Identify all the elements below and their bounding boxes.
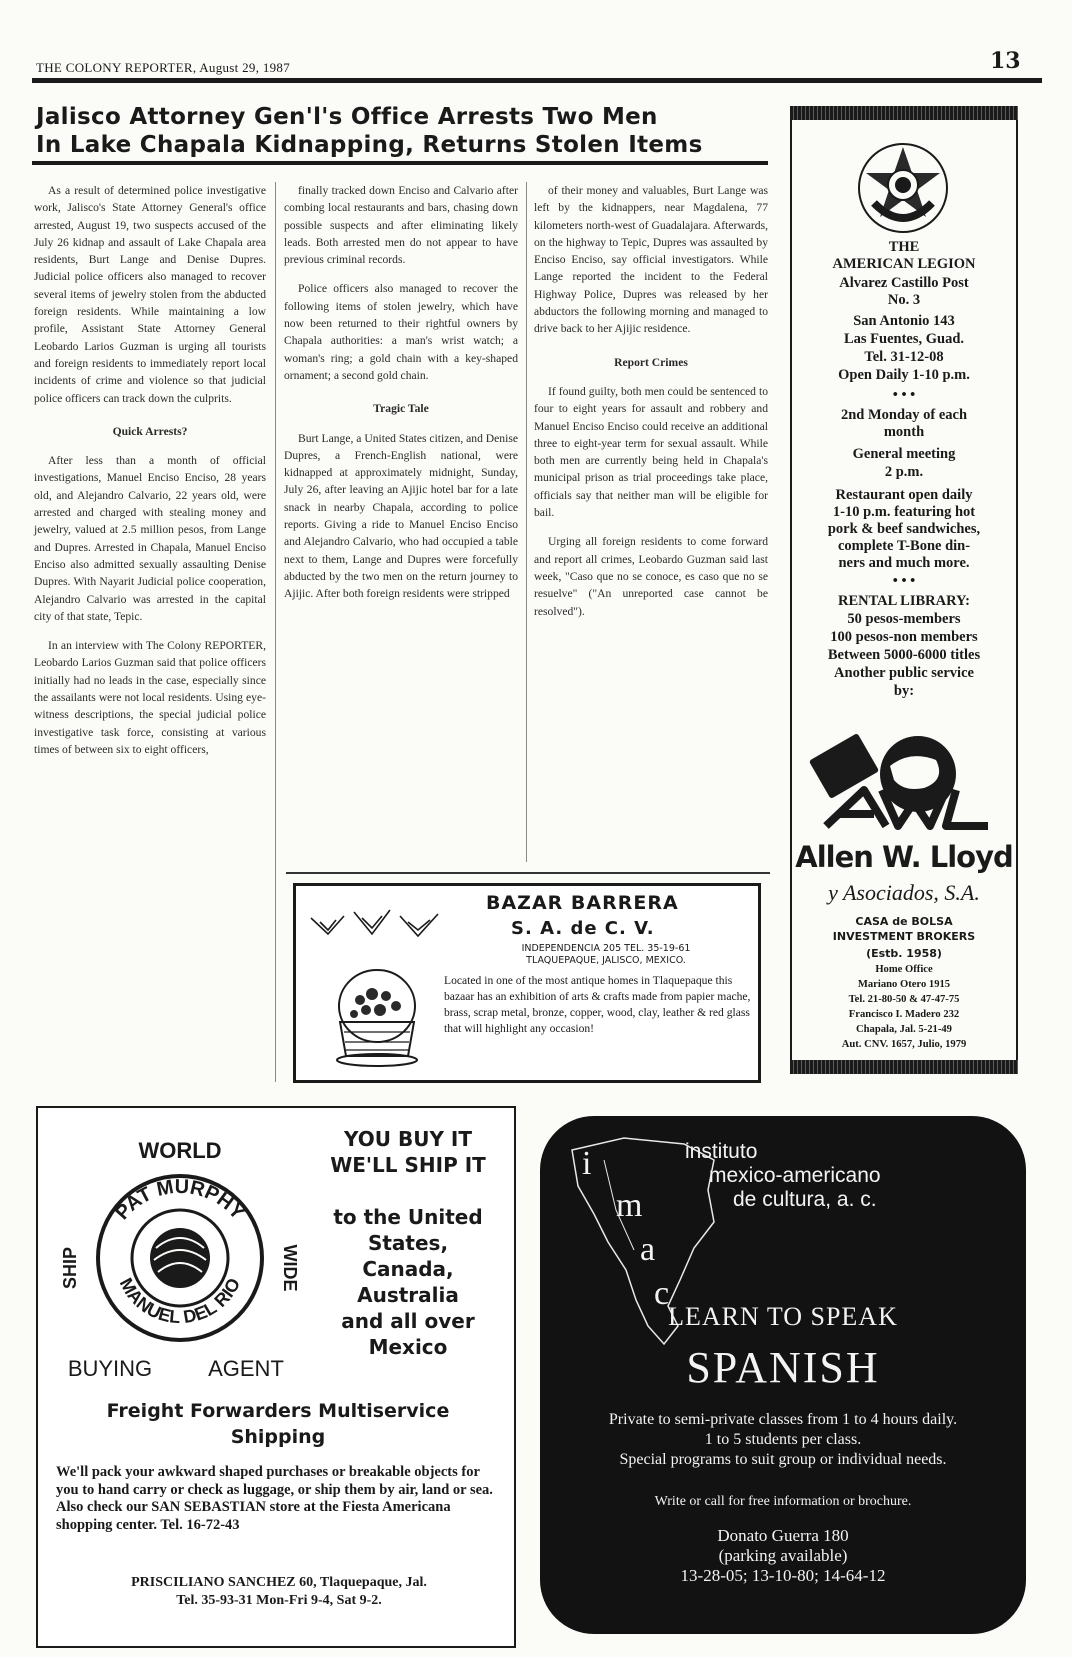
seal-buying: BUYING bbox=[67, 1356, 153, 1381]
seal-name-top: PAT MURPHY bbox=[111, 1175, 249, 1225]
awl-address: Mariano Otero 1915 bbox=[857, 979, 951, 990]
masthead-rule bbox=[32, 78, 1042, 83]
awl-address: Francisco I. Madero 232 bbox=[848, 1009, 960, 1020]
legion-line: 50 pesos-members bbox=[847, 611, 961, 627]
legion-line: pork & beef sandwiches, bbox=[827, 521, 981, 537]
article-paragraph: finally tracked down Enciso and Calvario after combing local restaurants and bars, chasing down possible suspects and after eliminating likely leads. Both arrested men do not appear to have previous criminal records. bbox=[284, 184, 518, 267]
legion-line: Restaurant open daily bbox=[835, 487, 973, 503]
headline-line-1: Jalisco Attorney Gen'l's Office Arrests Two Men bbox=[36, 104, 658, 130]
destination-line: Canada, bbox=[362, 1257, 454, 1281]
imac-name-line: mexico-americano bbox=[709, 1164, 881, 1187]
bazar-name: BAZAR BARRERA bbox=[486, 892, 679, 914]
imac-address-line: Donato Guerra 180 bbox=[717, 1526, 849, 1545]
awl-associates: y Asociados, S.A. bbox=[828, 880, 980, 905]
legion-line: THE bbox=[888, 239, 920, 255]
legion-line: 1-10 p.m. featuring hot bbox=[832, 504, 976, 520]
bazar-address bbox=[466, 943, 746, 967]
masthead-publication: THE COLONY REPORTER, August 29, 1987 bbox=[36, 60, 291, 75]
legion-line: Alvarez Castillo Post bbox=[839, 275, 969, 291]
bazar-company: S. A. de C. V. bbox=[511, 918, 655, 939]
imac-name-line: de cultura, a. c. bbox=[733, 1188, 877, 1211]
awl-company-name: Allen W. Lloyd bbox=[795, 840, 1013, 874]
article-paragraph: After less than a month of official investigations, Manuel Enciso Enciso, 28 years old, and Alejandro Calvario, 22 years old, were arrested and charged with stealing money and jewelry, valued at 2.5 million pesos, from Lange and Dupres. Arrested in Chapala, Manuel Enciso Enciso also admitted sexually assaulting Denise Dupres. With Nayarit Judicial police cooperation, Alejandro Calvario was arrested in the capital city of that state, Tepic. bbox=[34, 454, 266, 623]
imac-class-line: Private to semi-private classes from 1 to 4 hours daily. bbox=[608, 1411, 958, 1428]
legion-line: 2 p.m. bbox=[884, 464, 924, 480]
awl-casa: CASA de BOLSA bbox=[855, 915, 953, 928]
headline-rule bbox=[32, 161, 768, 165]
imac-parking: (parking available) bbox=[718, 1546, 848, 1565]
awl-authorization: Aut. CNV. 1657, Julio, 1979 bbox=[841, 1039, 967, 1050]
article-paragraph: Urging all foreign residents to come forward and report all crimes, Leobardo Guzman said last week, "Caso que no se conoce, es caso que no se resuelve" ("An unreported case cannot be resolved"). bbox=[534, 535, 768, 618]
pat-address bbox=[56, 1574, 502, 1610]
article-headline bbox=[36, 103, 766, 159]
legion-hours: Open Daily 1-10 p.m. bbox=[838, 367, 970, 383]
awl-phone: Tel. 21-80-50 & 47-47-75 bbox=[848, 994, 960, 1005]
legion-line: complete T-Bone din- bbox=[837, 538, 971, 554]
awl-brokers: INVESTMENT BROKERS bbox=[832, 930, 976, 943]
page-number: 13 bbox=[990, 48, 1021, 74]
freight-line: Shipping bbox=[230, 1426, 326, 1448]
imac-phones: 13-28-05; 13-10-80; 14-64-12 bbox=[680, 1566, 886, 1585]
legion-line: Another public service bbox=[834, 665, 974, 681]
legion-separator: • • • bbox=[892, 387, 916, 403]
awl-address: Chapala, Jal. 5-21-49 bbox=[856, 1024, 952, 1035]
article-column-3 bbox=[534, 182, 768, 632]
imac-class-line: Special programs to suit group or individual needs. bbox=[619, 1451, 947, 1468]
pat-address-line: PRISCILIANO SANCHEZ 60, Tlaquepaque, Jal. bbox=[131, 1575, 427, 1590]
legion-phone: Tel. 31-12-08 bbox=[864, 349, 944, 365]
bazar-barrera-ad bbox=[293, 883, 761, 1083]
imac-letter-a: a bbox=[640, 1231, 656, 1268]
awl-globe-logo-icon bbox=[806, 730, 1004, 834]
bazar-address-line: INDEPENDENCIA 205 TEL. 35-19-61 bbox=[521, 943, 691, 954]
legion-title: AMERICAN LEGION bbox=[832, 256, 976, 272]
pat-body-text: We'll pack your awkward shaped purchases or breakable objects for you to hand carry or check as luggage, or ship them by air, land or sea. Also check our SAN SEBASTIAN store at the Fiesta Americana shopping center. Tel. 16-72-43 bbox=[56, 1464, 493, 1533]
freight-line: Freight Forwarders Multiservice bbox=[106, 1400, 450, 1422]
imac-institute-name bbox=[685, 1140, 1005, 1212]
article-paragraph: As a result of determined police investigative work, Jalisco's State Attorney General's office arrested, August 19, two suspects accused of the July 26 kidnap and assault of Lake Chapala area residents, Burt Lange and Denise Dupres. Judicial police officers also managed to recover several items of jewelry stolen from the abducted foreign residents. While maintaining a low profile, Assistant State Attorney General Leobardo Larios Guzman is urging all tourists and foreign residents to immediately report local incidents of crime and violence so that judicial police officers can track down the culprits. bbox=[34, 184, 266, 405]
article-subheading: Quick Arrests? bbox=[112, 424, 188, 438]
destination-line: and all over bbox=[341, 1309, 475, 1333]
destination-line: States, bbox=[367, 1231, 449, 1255]
imac-letter-m: m bbox=[616, 1187, 643, 1224]
article-subheading: Tragic Tale bbox=[373, 402, 429, 416]
article-column-2 bbox=[284, 182, 518, 615]
column-divider bbox=[526, 182, 527, 862]
svg-text:PAT MURPHY bbox=[111, 1176, 249, 1225]
ad-rule bbox=[286, 872, 770, 874]
seal-agent: AGENT bbox=[208, 1356, 284, 1381]
imac-letter-i: i bbox=[582, 1145, 592, 1182]
bazar-description: Located in one of the most antique homes in Tlaquepaque this bazaar has an exhibition of arts & crafts made from papier mache, brass, scrap metal, bronze, copper, wood, clay, leather & red glass that will highlight any occasion! bbox=[444, 974, 751, 1035]
legion-address: Las Fuentes, Guad. bbox=[843, 331, 965, 347]
pat-destinations bbox=[308, 1204, 508, 1360]
awl-established: (Estb. 1958) bbox=[866, 947, 942, 960]
headline-line-2: In Lake Chapala Kidnapping, Returns Stolen Items bbox=[36, 132, 703, 158]
seal-wide: WIDE bbox=[280, 1244, 300, 1292]
legion-line: ners and much more. bbox=[838, 555, 970, 571]
imac-letter-c: c bbox=[654, 1275, 670, 1312]
legion-line: General meeting bbox=[852, 446, 956, 462]
legion-line: 2nd Monday of each bbox=[840, 407, 968, 423]
pat-murphy-shipping-ad bbox=[36, 1106, 516, 1648]
imac-spanish-heading: SPANISH bbox=[686, 1343, 880, 1392]
legion-line: by: bbox=[893, 683, 915, 699]
rental-library-heading: RENTAL LIBRARY: bbox=[837, 593, 971, 609]
article-paragraph: Burt Lange, a United States citizen, and Denise Dupres, a French-English national, were kidnapped at approximately midnight, Sunday, July 26, after leaving an Ajijic hotel bar for a late snack in nearby Chapala, according to police reports. Giving a ride to Manuel Enciso Enciso and Alejandro Calvario, who had occupied a table next to them, Lange and Dupres were forcefully abducted by the two men on the return journey to Ajijic. After both foreign residents were stripped bbox=[284, 431, 518, 601]
flower-basket-icon bbox=[322, 960, 432, 1070]
destination-line: Mexico bbox=[368, 1335, 448, 1359]
imac-learn-heading: LEARN TO SPEAK bbox=[668, 1302, 898, 1331]
slogan-line: YOU BUY IT bbox=[344, 1127, 472, 1151]
imac-classes bbox=[550, 1410, 1016, 1470]
legion-line: Between 5000-6000 titles bbox=[827, 647, 981, 663]
slogan-line: WE'LL SHIP IT bbox=[330, 1153, 486, 1177]
legion-line: 100 pesos-non members bbox=[830, 629, 978, 645]
article-column-1 bbox=[34, 182, 266, 770]
column-divider bbox=[275, 182, 276, 1082]
pat-hours-line: Tel. 35-93-31 Mon-Fri 9-4, Sat 9-2. bbox=[176, 1593, 382, 1608]
legion-address: San Antonio 143 bbox=[853, 313, 955, 329]
article-subheading: Report Crimes bbox=[614, 355, 688, 369]
legion-line: month bbox=[883, 424, 925, 440]
article-paragraph: Police officers also managed to recover the following items of stolen jewelry, which have now been returned to their rightful owners by Chapala authorities: a man's wrist watch; a woman's ring; a gold chain with a key-shaped ornament; a second gold chain. bbox=[284, 282, 518, 382]
seal-world: WORLD bbox=[138, 1138, 222, 1163]
doves-icon bbox=[306, 904, 446, 950]
article-paragraph: of their money and valuables, Burt Lange was left by the kidnappers, near Magdalena, 77 kilometers north-west of Guadalajara. Afterwards, on the highway to Tepic, Dupres was assaulted by Enciso Enciso, say official investigators. While Lange reported the incident to the Federal Highway Police, Dupres was released by her abductors the following morning and managed to drive back to her Ajijic residence. bbox=[534, 184, 768, 336]
destination-line: Australia bbox=[357, 1283, 459, 1307]
legion-separator: • • • bbox=[892, 573, 916, 589]
pat-murphy-seal-icon bbox=[50, 1128, 310, 1388]
pat-freight-heading bbox=[48, 1398, 508, 1450]
seal-ship: SHIP bbox=[60, 1246, 80, 1290]
imac-write-line: Write or call for free information or brochure. bbox=[654, 1494, 912, 1509]
sidebar-rule-top bbox=[790, 106, 1018, 120]
bazar-address-line: TLAQUEPAQUE, JALISCO, MEXICO. bbox=[526, 955, 686, 966]
pat-slogan bbox=[308, 1126, 508, 1178]
article-paragraph: If found guilty, both men could be sentenced to four to eight years for assault and robbery and Manuel Enciso Enciso could receive an additional three to eight-year term for sexual assault. While both men are currently being held in Chapala's municipal prison as trial proceedings take place, officials say that neither man will be eligible for bail. bbox=[534, 384, 768, 520]
instituto-mexico-americano-ad bbox=[540, 1116, 1026, 1634]
american-legion-emblem-icon bbox=[856, 141, 950, 235]
imac-name-line: instituto bbox=[685, 1140, 758, 1163]
destination-line: to the United bbox=[333, 1205, 483, 1229]
article-paragraph: In an interview with The Colony REPORTER, Leobardo Larios Guzman said that police officers initially had no leads in the case, especially since the assailants were not local residents. Using eye-witness descriptions, the special judicial police investigative task force, consisting at various times of between six to eight officers, bbox=[34, 639, 266, 756]
sidebar-rule-bottom bbox=[790, 1060, 1018, 1074]
imac-class-line: 1 to 5 students per class. bbox=[704, 1431, 862, 1448]
seal-name-bottom: MANUEL DEL RIO bbox=[115, 1274, 245, 1328]
legion-line: No. 3 bbox=[887, 292, 921, 308]
awl-home-office: Home Office bbox=[875, 964, 933, 975]
imac-address bbox=[540, 1526, 1026, 1586]
